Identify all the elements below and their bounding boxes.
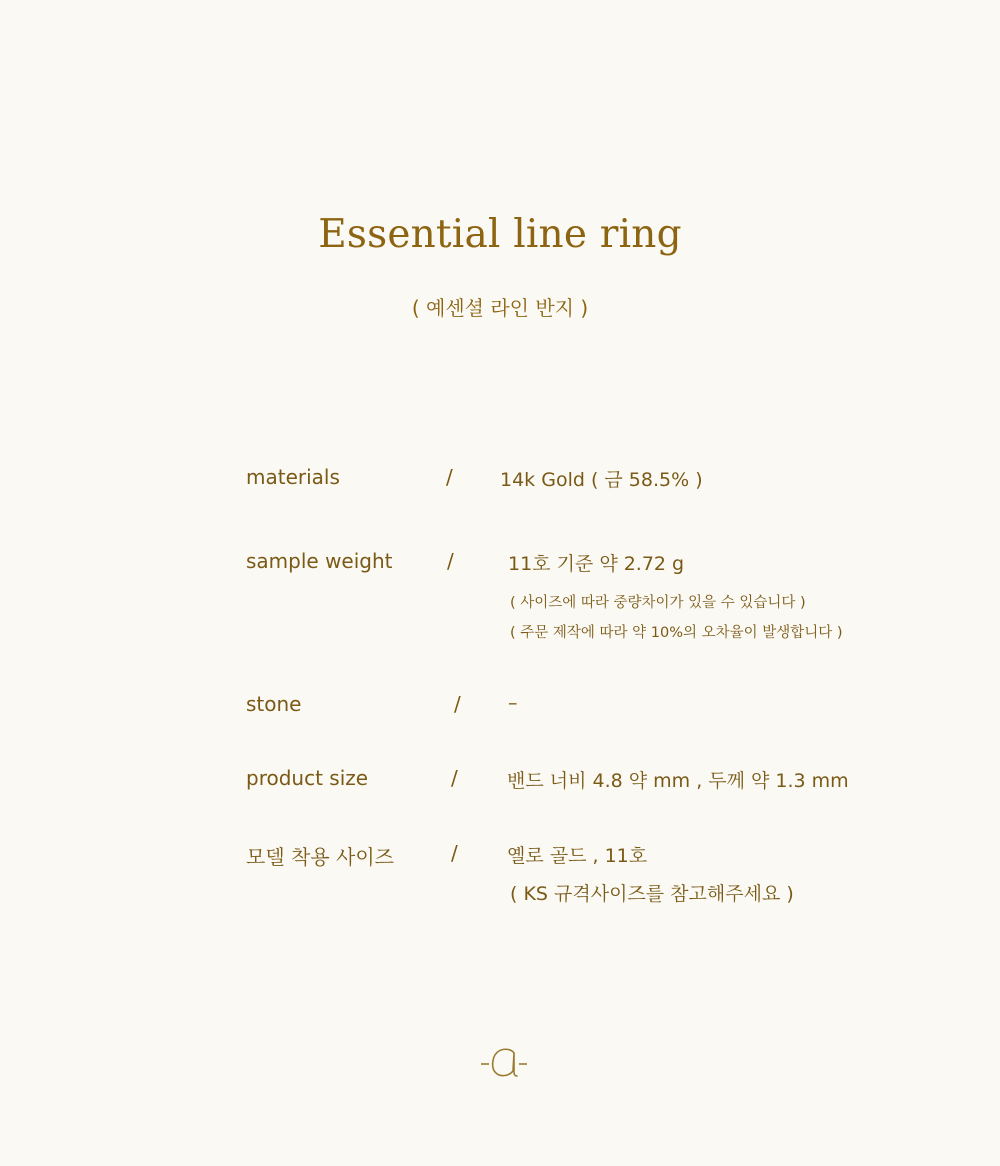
- product-subtitle: ( 예센셜 라인 반지 ): [411, 296, 589, 320]
- spec-row-weight: [246, 549, 946, 579]
- spec-separator: /: [451, 841, 458, 865]
- spec-row-size: [246, 766, 946, 796]
- product-title: Essential line ring: [318, 212, 682, 257]
- spec-row-materials: [246, 465, 946, 495]
- spec-label: materials: [246, 465, 340, 489]
- spec-separator: /: [447, 549, 454, 573]
- spec-label: stone: [246, 692, 302, 716]
- spec-note: ( KS 규격사이즈를 참고해주세요 ): [510, 883, 794, 905]
- spec-row-stone: [246, 692, 946, 722]
- spec-value: 밴드 너비 4.8 약 mm , 두께 약 1.3 mm: [507, 770, 849, 792]
- spec-value: 옐로 골드 , 11호: [507, 845, 648, 867]
- spec-separator: /: [446, 465, 453, 489]
- spec-label: sample weight: [246, 549, 393, 573]
- spec-separator: /: [454, 692, 461, 716]
- spec-label: 모델 착용 사이즈: [246, 845, 394, 869]
- spec-value: –: [508, 692, 518, 714]
- brand-a-logo-icon: [478, 1040, 530, 1084]
- spec-value: 14k Gold ( 금 58.5% ): [500, 469, 703, 491]
- spec-note: ( 주문 제작에 따라 약 10%의 오차율이 발생합니다 ): [510, 625, 843, 641]
- spec-separator: /: [451, 766, 458, 790]
- spec-note: ( 사이즈에 따라 중량차이가 있을 수 있습니다 ): [510, 595, 806, 611]
- spec-row-model: [246, 841, 946, 871]
- spec-value: 11호 기준 약 2.72 g: [508, 553, 685, 575]
- spec-label: product size: [246, 766, 369, 790]
